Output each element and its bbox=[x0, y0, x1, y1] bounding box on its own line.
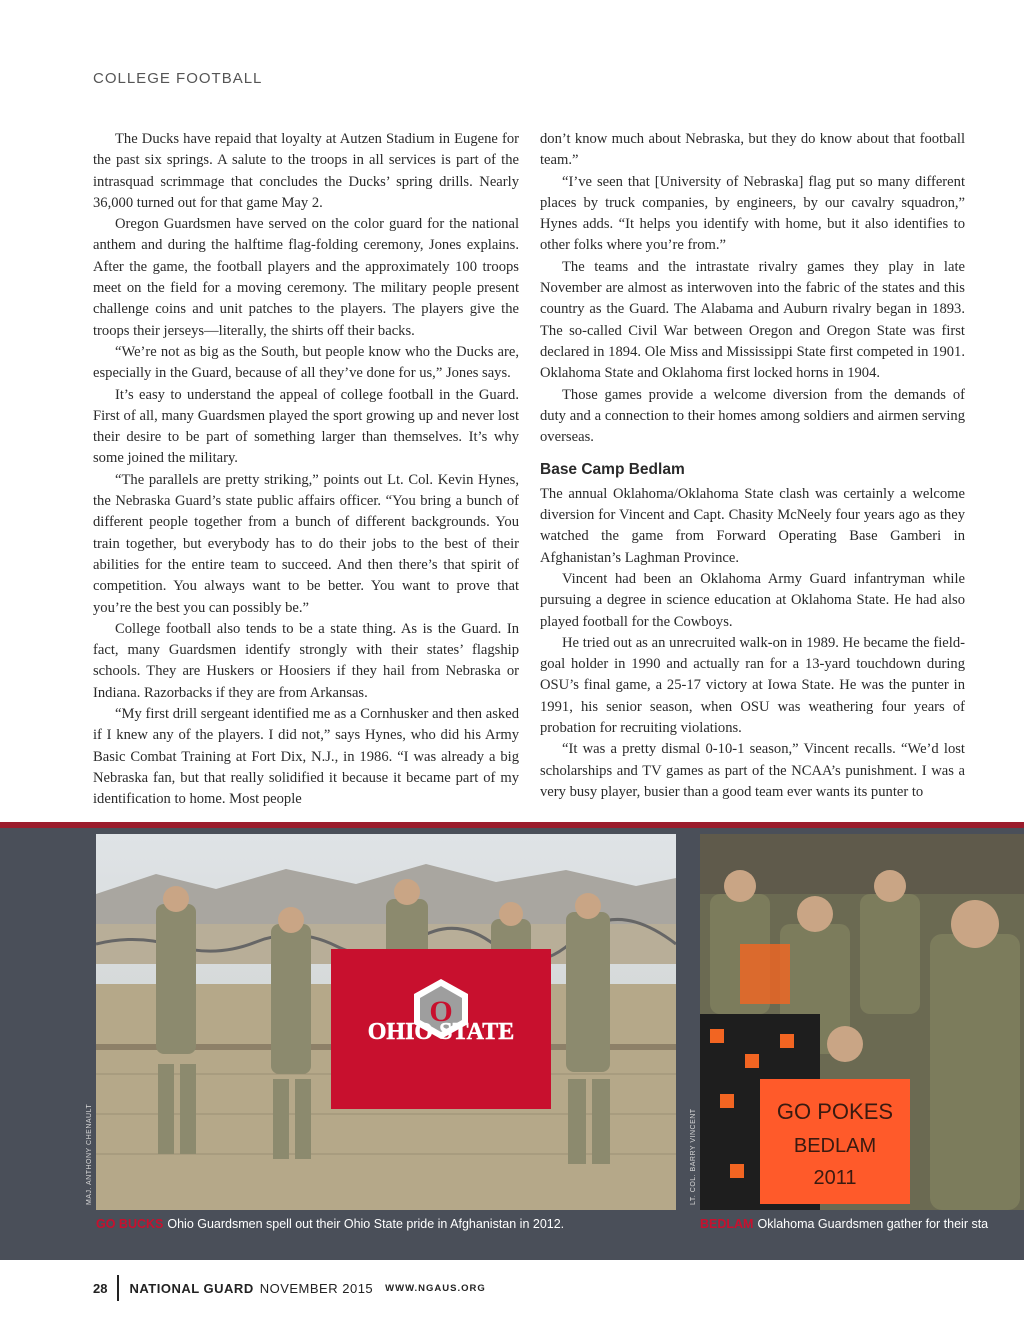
photo-caption bbox=[700, 1217, 1024, 1231]
caption-text: Oklahoma Guardsmen gather for their sta bbox=[757, 1217, 989, 1231]
paragraph: “We’re not as big as the South, but people know who the Ducks are, especially in the Guard, because of all they’ve done for us,” Jones says. bbox=[93, 343, 519, 382]
sign-line: GO POKES bbox=[776, 1099, 894, 1124]
paragraph: The Ducks have repaid that loyalty at Autzen Stadium in Eugene for the past six springs. A salute to the troops in all services is part of the intrasquad scrimmage that concludes the Ducks’ spring drills. Nearly 36,000 turned out for that game May 2. bbox=[93, 131, 519, 211]
paragraph: He tried out as an unrecruited walk-on in 1989. He became the field-goal holder in 1990 and actually ran for a 13-yard touchdown during OSU’s final game, a 25-17 victory at Iowa State. He was the punter in 1991, his senior season, when OSU was weathering four years of probation for recruiting violations. bbox=[540, 634, 965, 737]
paragraph: Vincent had been an Oklahoma Army Guard infantryman while pursuing a degree in science education at Oklahoma State. He had also played football for the Cowboys. bbox=[540, 570, 965, 630]
photo-credit: LT. COL. BARRY VINCENT bbox=[690, 1108, 697, 1205]
left-column bbox=[93, 129, 519, 811]
bedlam-photo-illustration bbox=[700, 834, 1024, 1210]
paragraph: “My first drill sergeant identified me as a Cornhusker and then asked if I knew any of the players. I did not,” says Hynes, who did his Army Basic Combat Training at Fort Dix, N.J., in 1986. “I was already a big Nebraska fan, but that really solidified it because it became part of my identification to home. Most people bbox=[93, 706, 519, 808]
paragraph: don’t know much about Nebraska, but they do know about that football team.” bbox=[540, 131, 965, 169]
caption-lead: GO BUCKS bbox=[96, 1217, 164, 1231]
paragraph: It’s easy to understand the appeal of college football in the Guard. First of all, many Guardsmen played the sport growing up and never lost their desire to be part of something larger than themselves. It’s why some joined the military. bbox=[93, 386, 519, 467]
paragraph: “I’ve seen that [University of Nebraska] flag put so many different places by truck companies, by engineers, by our cavalry squadron,” Hynes adds. “It helps you identify with home, but it also identifies to other folks where you’re from.” bbox=[540, 173, 965, 254]
sign-line: 2011 bbox=[813, 1167, 857, 1189]
paragraph: Oregon Guardsmen have served on the color guard for the national anthem and during the halftime flag-folding ceremony, Jones explains. After the game, the football players and the approximately 100 troops meet on the field for a moving ceremony. The military people present challenge coins and unit patches to the players. The players give the troops their jerseys—literally, the shirts off their backs. bbox=[93, 216, 519, 339]
flag-letter: O bbox=[429, 995, 453, 1028]
website-url: WWW.NGAUS.ORG bbox=[385, 1282, 486, 1294]
photo-caption bbox=[96, 1217, 676, 1231]
paragraph: The annual Oklahoma/Oklahoma State clash was certainly a welcome diversion for Vincent and Capt. Chasity McNeely four years ago as they watched the game from Forward Operating Base Gamberi in Afghanistan’s Laghman Province. bbox=[540, 485, 965, 566]
sign-line: BEDLAM bbox=[793, 1135, 877, 1157]
ohio-state-photo bbox=[96, 834, 676, 1210]
caption-text: Ohio Guardsmen spell out their Ohio State pride in Afghanistan in 2012. bbox=[167, 1217, 565, 1231]
page-number: 28 bbox=[93, 1280, 108, 1296]
paragraph: “It was a pretty dismal 0-10-1 season,” Vincent recalls. “We’d lost scholarships and TV games as part of the NCAA’s punishment. I was a very busy player, busier than a good team ever wants its punter to bbox=[540, 741, 965, 800]
paragraph: “The parallels are pretty striking,” points out Lt. Col. Kevin Hynes, the Nebraska Guard’s state public affairs officer. “You bring a bunch of different people together from a bunch of different backgrounds. You train together, but everybody has to do their jobs to the best of their abilities for the entire team to succeed. And then there’s that spirit of competition. You always want to be better. You want to prove that you’re the best you can possibly be.” bbox=[93, 471, 519, 616]
issue-date: NOVEMBER 2015 bbox=[259, 1280, 374, 1296]
footer-divider bbox=[117, 1275, 119, 1301]
ohio-state-photo-illustration bbox=[96, 834, 676, 1210]
caption-lead: BEDLAM bbox=[700, 1217, 754, 1231]
paragraph: The teams and the intrastate rivalry games they play in late November are almost as interwoven into the fabric of the states and this country as the Guard. The Alabama and Auburn rivalry began in 1893. The so-called Civil War between Oregon and Oregon State was first declared in 1894. Ole Miss and Mississippi State first competed in 1901. Oklahoma State and Oklahoma first locked horns in 1904. bbox=[540, 258, 965, 382]
paragraph: Those games provide a welcome diversion from the demands of duty and a connection to their homes among soldiers and airmen serving overseas. bbox=[540, 386, 965, 446]
section-label: COLLEGE FOOTBALL bbox=[93, 70, 263, 87]
right-column bbox=[540, 129, 965, 803]
photo-credit: MAJ. ANTHONY CHENAULT bbox=[86, 1103, 93, 1205]
subhead: Base Camp Bedlam bbox=[540, 461, 685, 479]
paragraph: College football also tends to be a state thing. As is the Guard. In fact, many Guardsmen identify strongly with their states’ flagship schools. They are Huskers or Hoosiers if they hail from Nebraska or Indiana. Razorbacks if they are from Arkansas. bbox=[93, 620, 519, 701]
magazine-name: NATIONAL GUARD bbox=[129, 1280, 254, 1296]
bedlam-photo bbox=[700, 834, 1024, 1210]
footer bbox=[93, 1275, 486, 1301]
flag-text: OHIO STATE bbox=[367, 1019, 515, 1045]
